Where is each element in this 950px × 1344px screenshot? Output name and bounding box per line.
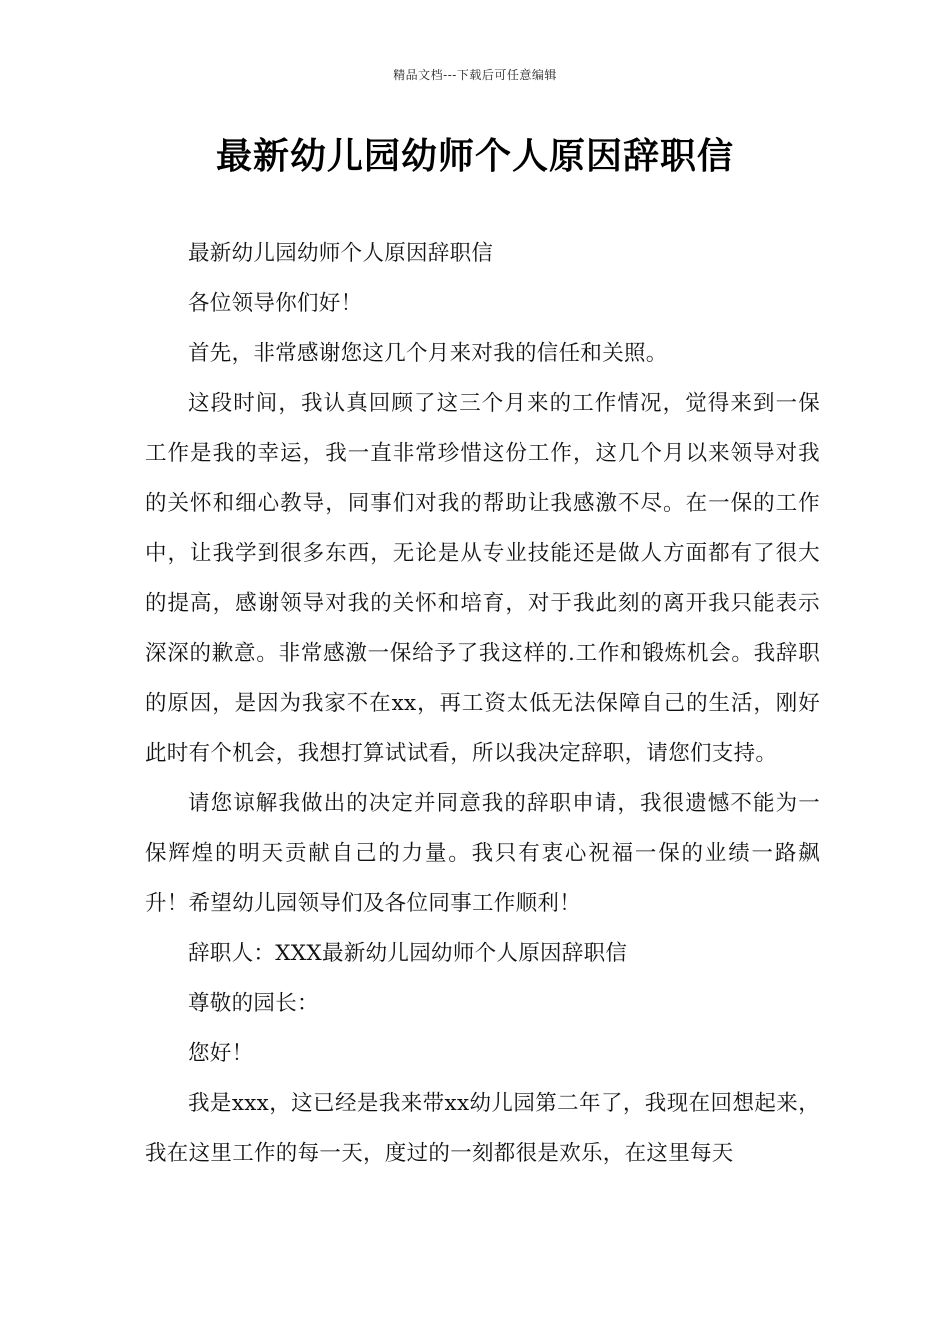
paragraph-second-letter: 我是xxx，这已经是我来带xx幼儿园第二年了，我现在回想起来，我在这里工作的每一天，度过的一刻都很是欢乐，在这里每天 xyxy=(145,1091,820,1166)
paragraph-hello: 您好！ xyxy=(188,1041,254,1066)
paragraph-salutation: 尊敬的园长： xyxy=(188,991,319,1016)
paragraph-thanks: 首先，非常感谢您这几个月来对我的信任和关照。 xyxy=(188,341,668,366)
letter-body xyxy=(145,229,820,1179)
paragraph-subtitle: 最新幼儿园幼师个人原因辞职信 xyxy=(188,241,494,266)
page-title: 最新幼儿园幼师个人原因辞职信 xyxy=(215,136,734,177)
paragraph-greeting: 各位领导你们好！ xyxy=(188,291,363,316)
header-note: 精品文档---下载后可任意编辑 xyxy=(393,68,557,82)
paragraph-signature: 辞职人：XXX最新幼儿园幼师个人原因辞职信 xyxy=(188,941,628,966)
paragraph-apology: 请您谅解我做出的决定并同意我的辞职申请，我很遗憾不能为一保辉煌的明天贡献自己的力量。我只有衷心祝福一保的业绩一路飙升！希望幼儿园领导们及各位同事工作顺利！ xyxy=(145,791,820,916)
paragraph-main: 这段时间，我认真回顾了这三个月来的工作情况，觉得来到一保工作是我的幸运，我一直非常珍惜这份工作，这几个月以来领导对我的关怀和细心教导，同事们对我的帮助让我感激不尽。在一保的工作中，让我学到很多东西，无论是从专业技能还是做人方面都有了很大的提高，感谢领导对我的关怀和培育，对于我此刻的离开我只能表示深深的歉意。非常感激一保给予了我这样的.工作和锻炼机会。我辞职的原因，是因为我家不在xx，再工资太低无法保障自己的生活，刚好此时有个机会，我想打算试试看，所以我决定辞职，请您们支持。 xyxy=(145,391,820,766)
